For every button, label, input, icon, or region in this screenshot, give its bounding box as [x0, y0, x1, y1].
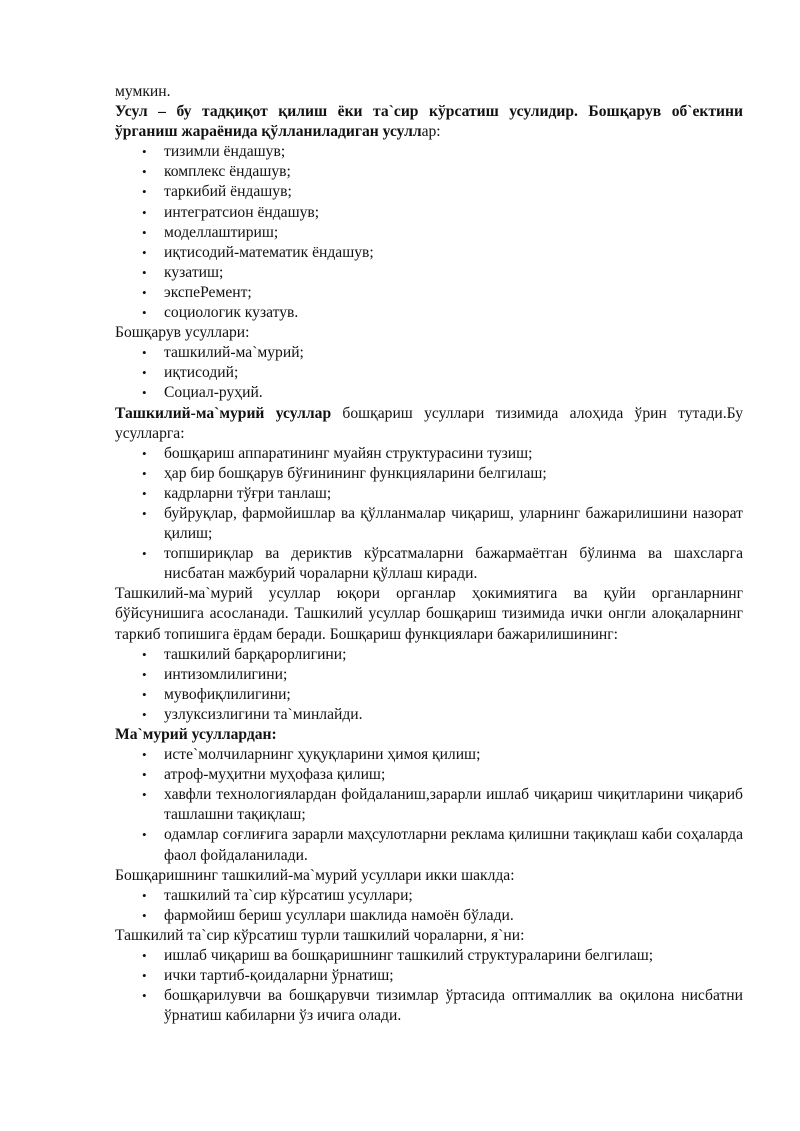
- paragraph-two-forms: Бошқаришнинг ташкилий-ма`мурий усуллари икки шаклда:: [115, 866, 515, 884]
- bullet-icon: •: [142, 144, 147, 160]
- management-methods-list: [115, 343, 743, 403]
- two-forms-list: [115, 886, 743, 926]
- bullet-icon: •: [142, 968, 147, 984]
- bullet-icon: •: [142, 224, 147, 240]
- bullet-icon: •: [142, 465, 147, 481]
- bullet-icon: •: [142, 485, 147, 501]
- list-item: • тизимли ёндашув;: [115, 142, 743, 162]
- method-definition-rest: ар:: [421, 123, 441, 141]
- list-item: • интегратсион ёндашув;: [115, 203, 743, 223]
- list-item: • Социал-руҳий.: [115, 383, 743, 403]
- list-item: • моделлаштириш;: [115, 223, 743, 243]
- bullet-icon: •: [142, 284, 147, 300]
- list-item: • иқтисодий-математик ёндашув;: [115, 243, 743, 263]
- list-item: • буйруқлар, фармойишлар ва қўлланмалар чиқариш, уларнинг бажарилишини назорат қилиш;: [142, 504, 743, 543]
- list-item: • таркибий ёндашув;: [115, 182, 743, 202]
- list-item: • интизомлилигини;: [115, 665, 743, 685]
- paragraph-management-methods: Бошқарув усуллари:: [115, 324, 250, 342]
- bullet-icon: •: [142, 767, 147, 783]
- document-page: [115, 82, 743, 1026]
- list-item: • одамлар соғлиғига зарарли маҳсулотларни реклама қилишни тақиқлаш каби соҳаларда фаол фойдаланилади.: [142, 826, 743, 864]
- bullet-icon: •: [142, 887, 147, 903]
- bullet-icon: •: [142, 445, 147, 461]
- bullet-icon: •: [142, 505, 147, 521]
- list-item: • иқтисодий;: [115, 363, 743, 383]
- bullet-icon: •: [142, 385, 147, 401]
- bullet-icon: •: [142, 907, 147, 923]
- bullet-icon: •: [142, 184, 147, 200]
- paragraph-org-influence: Ташкилий та`сир кўрсатиш турли ташкилий чораларни, я`ни:: [115, 926, 525, 944]
- paragraph-1: мумкин.: [115, 83, 171, 100]
- bullet-icon: •: [142, 345, 147, 361]
- list-item: • атроф-муҳитни муҳофаза қилиш;: [115, 765, 743, 785]
- list-item: • экспеРемент;: [115, 283, 743, 303]
- bullet-icon: •: [142, 988, 147, 1004]
- list-item: • исте`молчиларнинг ҳуқуқларини ҳимоя қилиш;: [115, 745, 743, 765]
- org-influence-list: [115, 946, 743, 1026]
- bullet-icon: •: [142, 204, 147, 220]
- paragraph-admin-methods-heading: Ма`мурий усуллардан:: [115, 726, 277, 743]
- bullet-icon: •: [142, 686, 147, 702]
- paragraph-org-admin-basis: Ташкилий-ма`мурий усуллар юқори органлар ҳокимиятига ва қуйи органларнинг бўйсунишига асосланади. Ташкилий усуллар бошқариш тизимида ички онгли алоқаларнинг таркиб топишига ёрдам беради. Бошқариш функциялари бажарилишининг:: [115, 585, 743, 643]
- admin-methods-list: [115, 745, 743, 866]
- list-item: • топшириқлар ва дериктив кўрсатмаларни бажармаётган бўлинма ва шахсларга нисбатан мажбурий чораларни қўллаш киради.: [142, 545, 743, 583]
- bullet-icon: •: [142, 787, 147, 803]
- paragraph-org-admin: [115, 404, 743, 444]
- bullet-icon: •: [142, 646, 147, 662]
- bullet-icon: •: [142, 305, 147, 321]
- list-item: • комплекс ёндашув;: [115, 162, 743, 182]
- list-item: • ички тартиб-қоидаларни ўрнатиш;: [115, 966, 743, 986]
- method-definition-bold: Усул – бу тадқиқот қилиш ёки та`сир кўрсатиш усулидир. Бошқарув об`ектини ўрганиш жараёнида қўлланиладиган усулл: [115, 103, 743, 141]
- bullet-icon: •: [142, 666, 147, 682]
- list-item: • ташкилий-ма`мурий;: [115, 343, 743, 363]
- list-item: • узлуксизлигини та`минлайди.: [115, 705, 743, 725]
- bullet-icon: •: [142, 827, 147, 843]
- bullet-icon: •: [142, 244, 147, 260]
- paragraph-method-definition: [115, 102, 743, 142]
- list-item: • фармойиш бериш усуллари шаклида намоён бўлади.: [115, 906, 743, 926]
- bullet-icon: •: [142, 747, 147, 763]
- list-item: • социологик кузатув.: [115, 303, 743, 323]
- list-item: • мувофиқлилигини;: [115, 685, 743, 705]
- bullet-icon: •: [142, 948, 147, 964]
- list-item: • хавфли технологиялардан фойдаланиш,зарарли ишлаб чиқариш чиқитларини чиқариб ташлашни тақиқлаш;: [142, 786, 743, 824]
- org-admin-list: [115, 444, 743, 585]
- functions-list: [115, 645, 743, 725]
- list-item: • ташкилий барқарорлигини;: [115, 645, 743, 665]
- bullet-icon: •: [142, 365, 147, 381]
- list-item: • ҳар бир бошқарув бўғинининг функцияларини белгилаш;: [115, 464, 743, 484]
- list-item: • кузатиш;: [115, 263, 743, 283]
- bullet-icon: •: [142, 706, 147, 722]
- list-item: • ташкилий та`сир кўрсатиш усуллари;: [115, 886, 743, 906]
- bullet-icon: •: [142, 546, 147, 562]
- list-item: • ишлаб чиқариш ва бошқаришнинг ташкилий структураларини белгилаш;: [115, 946, 743, 966]
- list-item: • кадрларни тўғри танлаш;: [115, 484, 743, 504]
- bullet-icon: •: [142, 164, 147, 180]
- org-admin-rest: бошқариш усуллари тизимида алоҳида ўрин тутади.Бу усулларга:: [115, 404, 743, 442]
- list-item: • бошқариш аппаратининг муайян структурасини тузиш;: [115, 444, 743, 464]
- org-admin-bold: Ташкилий-ма`мурий усуллар: [115, 404, 332, 422]
- methods-list: [115, 142, 743, 323]
- list-item: • бошқарилувчи ва бошқарувчи тизимлар ўртасида оптималлик ва оқилона нисбатни ўрнатиш кабиларни ўз ичига олади.: [142, 987, 743, 1025]
- bullet-icon: •: [142, 264, 147, 280]
